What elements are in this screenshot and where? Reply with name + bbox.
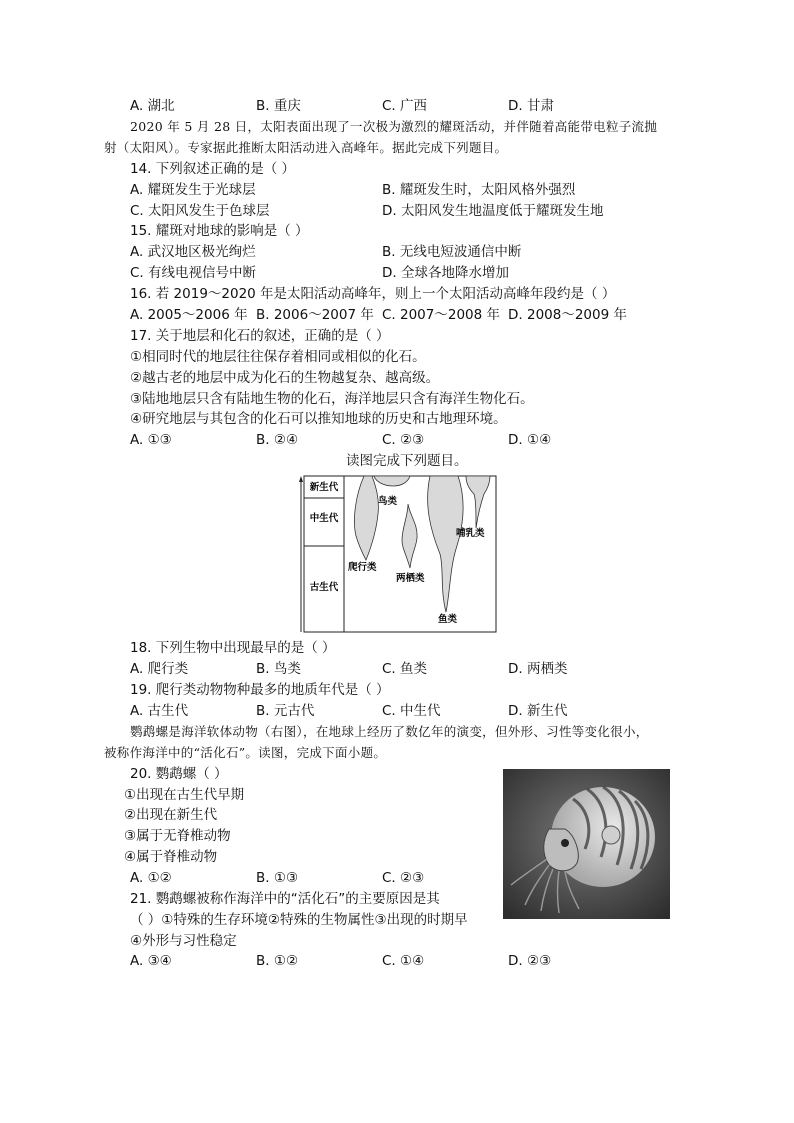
label-birds: 鸟类 (378, 496, 398, 507)
q16-option-b: B. 2006～2007 年 (256, 307, 374, 323)
q17-option-b: B. ②④ (256, 432, 299, 448)
q20-item-2: ②出现在新生代 (124, 807, 218, 823)
q16-option-c: C. 2007～2008 年 (382, 307, 501, 323)
q15-option-c: C. 有线电视信号中断 (130, 265, 257, 281)
q15-option-a: A. 武汉地区极光绚烂 (130, 244, 256, 260)
q17-item-2: ②越古老的地层中成为化石的生物越复杂、越高级。 (130, 370, 440, 386)
q17-item-4: ④研究地层与其包含的化石可以推知地球的历史和古地理环境。 (130, 411, 507, 427)
q21-stem: 21. 鹦鹉螺被称作海洋中的“活化石”的主要原因是其 (130, 891, 440, 907)
q19-option-a: A. 古生代 (130, 703, 189, 719)
q20-item-4: ④属于脊椎动物 (124, 849, 218, 865)
q18-stem: 18. 下列生物中出现最早的是（ ） (130, 640, 336, 656)
q13-option-b: B. 重庆 (256, 98, 301, 114)
q14-option-a: A. 耀斑发生于光球层 (130, 182, 256, 198)
solar-intro-line-1: 2020 年 5 月 28 日，太阳表面出现了一次极为激烈的耀斑活动，并伴随着高能带电粒子流抛 (130, 119, 658, 134)
diagram-intro: 读图完成下列题目。 (346, 453, 468, 469)
q18-option-c: C. 鱼类 (382, 661, 428, 677)
q19-option-b: B. 元古代 (256, 703, 315, 719)
q14-option-b: B. 耀斑发生时，太阳风格外强烈 (382, 182, 576, 198)
era-mesozoic: 中生代 (309, 513, 339, 524)
q21-line-3: ④外形与习性稳定 (130, 933, 237, 949)
q14-option-d: D. 太阳风发生地温度低于耀斑发生地 (382, 203, 604, 219)
q20-stem: 20. 鹦鹉螺（ ） (130, 766, 228, 782)
q19-option-d: D. 新生代 (508, 703, 568, 719)
q21-option-c: C. ①④ (382, 953, 425, 969)
q20-option-c: C. ②③ (382, 870, 425, 886)
q17-stem: 17. 关于地层和化石的叙述，正确的是（ ） (130, 328, 390, 344)
q15-option-d: D. 全球各地降水增加 (382, 265, 509, 281)
q17-option-a: A. ①③ (130, 432, 172, 448)
q13-option-a: A. 湖北 (130, 98, 175, 114)
q15-option-b: B. 无线电短波通信中断 (382, 244, 522, 260)
q14-stem: 14. 下列叙述正确的是（ ） (130, 161, 296, 177)
q20-item-1: ①出现在古生代早期 (124, 787, 245, 803)
nautilus-photo (503, 769, 670, 919)
label-amphibians: 两栖类 (396, 573, 425, 584)
q19-option-c: C. 中生代 (382, 703, 441, 719)
q16-option-d: D. 2008～2009 年 (508, 307, 627, 323)
q18-option-a: A. 爬行类 (130, 661, 189, 677)
nautilus-intro-line-1: 鹦鹉螺是海洋软体动物（右图），在地球上经历了数亿年的演变，但外形、习性等变化很小， (130, 724, 649, 739)
q21-option-d: D. ②③ (508, 953, 552, 969)
q18-option-d: D. 两栖类 (508, 661, 568, 677)
era-cenozoic: 新生代 (309, 482, 339, 493)
solar-intro-line-2: 射（太阳风）。专家据此推断太阳活动进入高峰年。据此完成下列题目。 (104, 140, 508, 155)
q19-stem: 19. 爬行类动物物种最多的地质年代是（ ） (130, 682, 390, 698)
q17-item-3: ③陆地地层只含有陆地生物的化石，海洋地层只含有海洋生物化石。 (130, 391, 534, 407)
shell-umbilicus (602, 826, 620, 844)
evolution-diagram (298, 474, 498, 634)
label-mammals: 哺乳类 (456, 528, 485, 539)
diagram-frame (304, 476, 496, 632)
q14-option-c: C. 太阳风发生于色球层 (130, 203, 270, 219)
q15-stem: 15. 耀斑对地球的影响是（ ） (130, 223, 309, 239)
arrow-head (299, 476, 303, 482)
q16-stem: 16. 若 2019～2020 年是太阳活动高峰年，则上一个太阳活动高峰年段约是（ ） (130, 286, 616, 302)
q20-item-3: ③属于无脊椎动物 (124, 828, 231, 844)
q13-option-d: D. 甘肃 (508, 98, 554, 114)
q21-option-a: A. ③④ (130, 953, 172, 969)
q16-option-a: A. 2005～2006 年 (130, 307, 248, 323)
q21-option-b: B. ①② (256, 953, 299, 969)
q21-line-2: （ ）①特殊的生存环境②特殊的生物属性③出现的时期早 (130, 912, 468, 928)
q18-option-b: B. 鸟类 (256, 661, 301, 677)
nautilus-intro-line-2: 被称作海洋中的“活化石”。读图，完成下面小题。 (104, 745, 387, 760)
q20-option-b: B. ①③ (256, 870, 299, 886)
era-paleozoic: 古生代 (309, 582, 339, 593)
nautilus-eye (561, 839, 569, 847)
q17-item-1: ①相同时代的地层往往保存着相同或相似的化石。 (130, 349, 426, 365)
q17-option-d: D. ①④ (508, 432, 552, 448)
label-fish: 鱼类 (438, 614, 458, 625)
label-reptiles: 爬行类 (348, 562, 377, 573)
q17-option-c: C. ②③ (382, 432, 425, 448)
q20-option-a: A. ①② (130, 870, 172, 886)
q13-option-c: C. 广西 (382, 98, 428, 114)
